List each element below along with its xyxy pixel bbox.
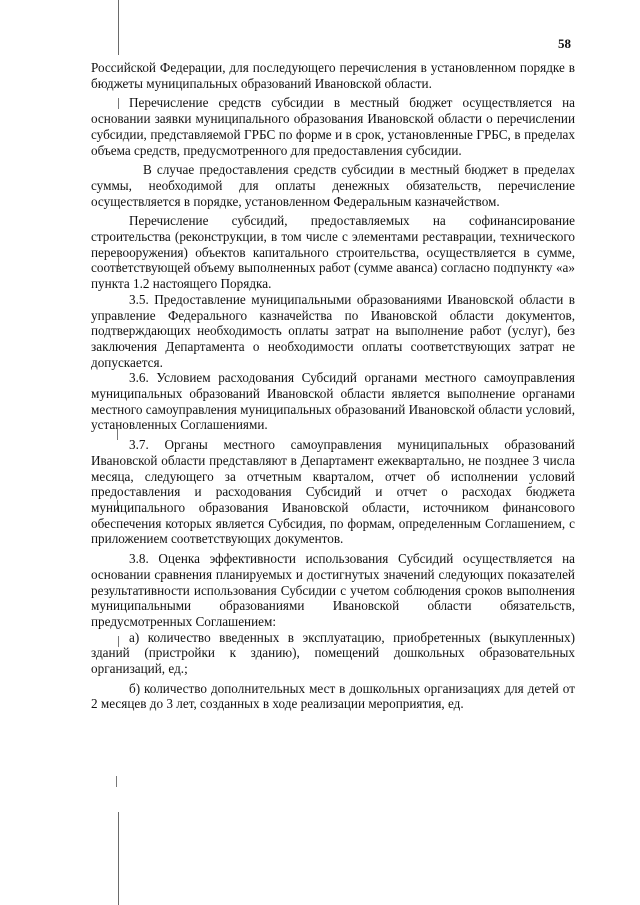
page-edge-line-bottom (118, 812, 119, 905)
paragraph-3-5: 3.5. Предоставление муниципальными образованиями Ивановской области в управление Федерального казначейства по Ивановской области документов, подтверждающих необходимость оплаты затрат на выполнение работ (услуг), без заключения Департамента о необходимости оплаты соответствующих затрат не допускается. (91, 291, 575, 370)
document-body (91, 60, 575, 712)
paragraph-cofinancing: Перечисление субсидий, предоставляемых на софинансирование строительства (реконструкции, в том числе с элементами реставрации, технического перевооружения) объектов капитального строительства, осуществляется в сумме, соответствующей объему выполненных работ (сумме аванса) согласно подпункту «а» пункта 1.2 настоящего Порядка. (91, 213, 575, 292)
page-edge-line-top (118, 0, 119, 55)
list-item-a: а) количество введенных в эксплуатацию, приобретенных (выкупленных) зданий (пристройки к зданию), помещений дошкольных образовательных организаций, ед.; (91, 629, 575, 677)
paragraph-3-8: 3.8. Оценка эффективности использования Субсидий осуществляется на основании сравнения планируемых и достигнутых значений следующих показателей результативности использования Субсидии с учетом соблюдения сроков выполнения муниципальными образованиями Ивановской области обязательств, предусмотренных Соглашением: (91, 551, 575, 629)
paragraph-3-6: 3.6. Условием расходования Субсидий органами местного самоуправления муниципальных образований Ивановской области является выполнение органами местного самоуправления муниципальных образований Ивановской области условий, установленных Соглашениями. (91, 370, 575, 433)
paragraph-3-7: 3.7. Органы местного самоуправления муниципальных образований Ивановской области представляют в Департамент ежеквартально, не позднее 3 числа месяца, следующего за отчетным кварталом, отчет об исполнении условий предоставления и расходования Субсидий и отчет о расходах бюджета муниципального образования Ивановской области, источником финансового обеспечения которых является Субсидия, по формам, определенным Соглашением, с приложением соответствующих документов. (91, 437, 575, 547)
page-number: 58 (558, 36, 571, 51)
margin-mark (116, 776, 117, 787)
paragraph-transfer-request: Перечисление средств субсидии в местный бюджет осуществляется на основании заявки муниципального образования Ивановской области о перечислении субсидии, представляемой ГРБС по форме и в срок, установленные ГРБС, в пределах объема средств, предусмотренного для предоставления субсидии. (91, 95, 575, 158)
paragraph-continuation: Российской Федерации, для последующего перечисления в установленном порядке в бюджеты муниципальных образований Ивановской области. (91, 60, 575, 91)
list-item-b: б) количество дополнительных мест в дошкольных организациях для детей от 2 месяцев до 3 лет, созданных в ходе реализации мероприятия, ед. (91, 680, 575, 712)
paragraph-treasury: В случае предоставления средств субсидии в местный бюджет в пределах суммы, необходимой для оплаты денежных обязательств, перечисление осуществляется в порядке, установленном Федеральным казначейством. (91, 162, 575, 209)
